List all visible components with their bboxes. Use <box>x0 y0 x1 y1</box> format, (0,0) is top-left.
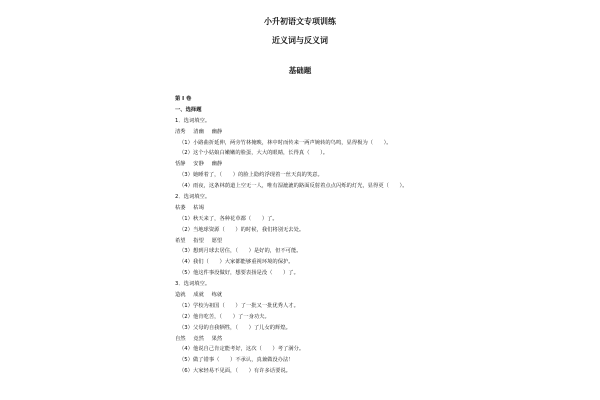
word-option: 幽静 <box>211 161 223 168</box>
section-heading: 基础题 <box>288 66 312 75</box>
question-2-sentence-2: （2）当地球资源（ ）的时候，我们将别无去处。 <box>179 226 305 233</box>
question-1-sentence-3: （3）她睡着了，（ ）的脸上隐约浮现着一丝天真的笑意。 <box>179 172 323 179</box>
question-1-sentence-4: （4）雨夜，这条林荫道上空无一人，唯有湿漉漉的路面反射着点点闪烁的灯光，显得更（ ）。 <box>179 183 408 190</box>
question-2-word-bank-a <box>175 203 505 214</box>
question-1-word-bank-b <box>175 159 505 170</box>
word-option: 果然 <box>211 335 223 342</box>
word-option: 指望 <box>193 237 204 244</box>
question-3-sentence-1: （1）学校为祖国（ ）了一批又一批优秀人才。 <box>179 302 299 309</box>
word-option: 枯萎 <box>175 204 186 211</box>
word-option: 枯竭 <box>193 204 204 211</box>
question-3-sentence-3: （3）父母的自我牺牲，（ ）了儿女的辉煌。 <box>179 324 291 331</box>
question-1-number: 1．选词填空。 <box>175 117 211 124</box>
question-2-sentence-5: （5）他这件事没做好，想要表扬是没（ ）了。 <box>179 270 299 277</box>
question-2-sentence-1: （1）秋天来了，各种花草都（ ）了。 <box>179 215 278 222</box>
question-2-number: 2．选词填空。 <box>175 194 211 201</box>
word-option: 练就 <box>211 292 223 299</box>
question-2-sentence-4: （4）我们（ ）大家都能够重视环境的保护。 <box>179 259 294 266</box>
word-option: 清秀 <box>175 128 186 135</box>
question-3-word-bank-b <box>175 334 505 345</box>
part-label: 第 I 卷 <box>175 96 192 102</box>
word-option: 幽静 <box>211 128 223 135</box>
question-content <box>175 94 505 377</box>
word-option: 安静 <box>193 161 204 168</box>
worksheet-subtitle: 近义词与反义词 <box>272 36 328 45</box>
section-one-label: 一、选择题 <box>175 106 202 113</box>
question-2-sentence-3: （3）想到月球去居住，（ ）是好的，但不可能。 <box>179 248 302 255</box>
word-option: 希望 <box>175 237 186 244</box>
word-option: 造就 <box>175 292 186 299</box>
question-3-number: 3．选词填空。 <box>175 281 211 288</box>
question-3-sentence-5: （5）做了错事（ ）不承认，真兼做没办法！ <box>179 357 294 364</box>
word-option: 清幽 <box>193 128 204 135</box>
worksheet-title: 小升初语文专项训练 <box>264 17 336 26</box>
question-2-word-bank-b <box>175 236 505 247</box>
word-option: 成就 <box>193 292 204 299</box>
question-3-word-bank-a <box>175 290 505 301</box>
question-3-sentence-2: （2）他肯吃苦，（ ）了一身功夫。 <box>179 313 270 320</box>
word-option: 愿望 <box>211 237 223 244</box>
question-1-sentence-1: （1）小路曲折延伸，两旁竹林掩映，林中时而传来一两声婉转的鸟鸣，显得极为（ ）。 <box>179 139 392 146</box>
word-option: 竟然 <box>193 335 204 342</box>
question-1-word-bank-a <box>175 127 505 138</box>
question-1-sentence-2: （2）这个小姑娘白嫩嫩的脸蛋，大大的眼睛，长得真（ ）。 <box>179 150 329 157</box>
question-3-sentence-6: （6）大家轻易不见面，（ ）有许多话要说。 <box>179 368 291 375</box>
word-option: 自然 <box>175 335 186 342</box>
question-3-sentence-4: （4）他说自己肯定能考好，这次（ ）考了满分。 <box>179 346 305 353</box>
word-option: 恬静 <box>175 161 186 168</box>
